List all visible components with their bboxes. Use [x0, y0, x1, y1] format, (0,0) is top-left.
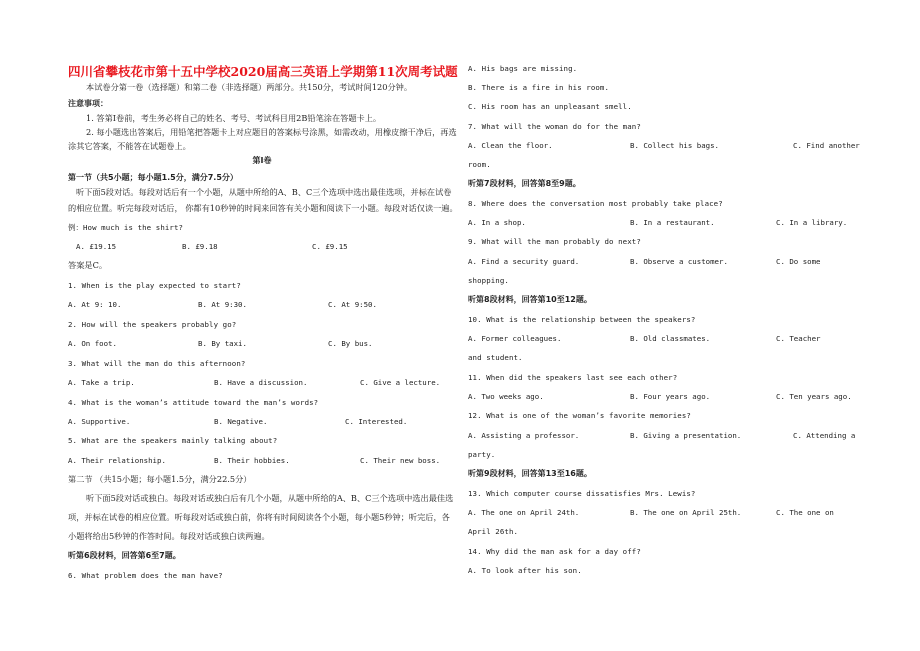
- material-8-heading: 听第8段材料，回答第10至12题。: [468, 295, 592, 304]
- question-14-option-a: A. To look after his son.: [468, 566, 582, 575]
- option-c: C. In a library.: [776, 218, 848, 227]
- option-a: A. Their relationship.: [68, 456, 166, 465]
- question-13-option-c-cont: April 26th.: [468, 527, 519, 536]
- example-question: 例：How much is the shirt?: [68, 223, 184, 232]
- section1-instructions-cont: 的相应位置。听完每段对话后， 你都有10秒钟的时间来回答有关小题和阅读下一小题。每段对话仅读一遍。: [68, 203, 458, 213]
- question-11: 11. When did the speakers last see each other?: [468, 373, 678, 382]
- material-6-heading: 听第6段材料，回答第6至7题。: [68, 551, 181, 560]
- question-10: 10. What is the relationship between the speakers?: [468, 315, 696, 324]
- question-6-option-b: B. There is a fire in his room.: [468, 83, 610, 92]
- section2-instructions-cont1: 项，并标在试卷的相应位置。听每段对话或独白前，你将有时间阅读各个小题，每小题5秒钟；听完后，各: [68, 512, 450, 522]
- intro-text: 本试卷分第一卷（选择题）和第二卷（非选择题）两部分。共150分，考试时间120分钟。: [86, 82, 413, 92]
- material-9-heading: 听第9段材料，回答第13至16题。: [468, 469, 592, 478]
- option-a: A. Clean the floor.: [468, 141, 553, 150]
- option-a: A. Find a security guard.: [468, 257, 580, 266]
- notice-item-2: 2. 每小题选出答案后，用铅笔把答题卡上对应题目的答案标号涂黑，如需改动，用橡皮擦干净后，再选: [86, 127, 457, 137]
- option-b: B. Observe a customer.: [630, 257, 728, 266]
- option-b: B. Old classmates.: [630, 334, 711, 343]
- option-b: B. By taxi.: [198, 339, 247, 348]
- option-b: B. Collect his bags.: [630, 141, 719, 150]
- question-1: 1. When is the play expected to start?: [68, 281, 241, 290]
- question-6-option-c: C. His room has an unpleasant smell.: [468, 102, 632, 111]
- question-10-option-c-cont: and student.: [468, 353, 523, 362]
- section2-instructions-cont2: 小题将给出5秒钟的作答时间。每段对话或独白读两遍。: [68, 531, 270, 541]
- option-a: A. At 9: 10.: [68, 300, 122, 309]
- section2-instructions: 听下面5段对话或独白。每段对话或独白后有几个小题，从题中所给的A、B、C三个选项中选出最佳选: [86, 493, 454, 503]
- question-3: 3. What will the man do this afternoon?: [68, 359, 246, 368]
- option-a: A. In a shop.: [468, 218, 526, 227]
- option-b: B. Negative.: [214, 417, 268, 426]
- option-c: C. By bus.: [328, 339, 373, 348]
- question-6-option-a: A. His bags are missing.: [468, 64, 578, 73]
- option-c: C. £9.15: [312, 242, 348, 251]
- option-b: B. Giving a presentation.: [630, 431, 742, 440]
- option-b: B. Their hobbies.: [214, 456, 290, 465]
- notice-item-1: 1. 答第Ⅰ卷前，考生务必将自己的姓名、考号、考试科目用2B铅笔涂在答题卡上。: [86, 113, 382, 123]
- exam-title: 四川省攀枝花市第十五中学校2020届高三英语上学期第11次周考试题: [68, 64, 458, 79]
- option-b: B. Have a discussion.: [214, 378, 308, 387]
- option-a: A. £19.15: [76, 242, 117, 251]
- question-2: 2. How will the speakers probably go?: [68, 320, 237, 329]
- option-a: A. Take a trip.: [68, 378, 135, 387]
- notice-heading: 注意事项：: [68, 99, 108, 108]
- option-c: C. The one on: [776, 508, 834, 517]
- option-c: C. Teacher: [776, 334, 821, 343]
- option-a: A. On foot.: [68, 339, 117, 348]
- question-5: 5. What are the speakers mainly talking about?: [68, 436, 278, 445]
- question-6: 6. What problem does the man have?: [68, 571, 223, 580]
- question-7-option-c-cont: room.: [468, 160, 491, 169]
- section2-heading: 第二节 （共15小题；每小题1.5分，满分22.5分）: [68, 474, 252, 484]
- option-b: B. In a restaurant.: [630, 218, 715, 227]
- option-c: C. Attending a: [793, 431, 856, 440]
- option-c: C. Their new boss.: [360, 456, 441, 465]
- volume-heading: 第Ⅰ卷: [252, 156, 272, 165]
- option-a: A. Two weeks ago.: [468, 392, 544, 401]
- option-b: B. The one on April 25th.: [630, 508, 742, 517]
- question-12-option-c-cont: party.: [468, 450, 496, 459]
- example-answer: 答案是C。: [68, 260, 108, 270]
- option-c: C. Do some: [776, 257, 821, 266]
- option-c: C. Interested.: [345, 417, 408, 426]
- section1-instructions: 听下面5段对话。每段对话后有一个小题，从题中所给的A、B、C三个选项中选出最佳选项，并标在试卷: [76, 187, 452, 197]
- question-9: 9. What will the man probably do next?: [468, 237, 641, 246]
- question-14: 14. Why did the man ask for a day off?: [468, 547, 641, 556]
- question-12: 12. What is one of the woman’s favorite memories?: [468, 411, 691, 420]
- question-8: 8. Where does the conversation most probably take place?: [468, 199, 723, 208]
- notice-item-2-cont: 涂其它答案，不能答在试题卷上。: [68, 141, 191, 151]
- option-a: A. Assisting a professor.: [468, 431, 580, 440]
- question-4: 4. What is the woman’s attitude toward the man’s words?: [68, 398, 319, 407]
- option-c: C. Give a lecture.: [360, 378, 441, 387]
- option-b: B. Four years ago.: [630, 392, 711, 401]
- option-c: C. Ten years ago.: [776, 392, 852, 401]
- option-c: C. Find another: [793, 141, 860, 150]
- option-b: B. £9.18: [182, 242, 218, 251]
- question-7: 7. What will the woman do for the man?: [468, 122, 641, 131]
- question-9-option-c-cont: shopping.: [468, 276, 509, 285]
- option-a: A. Former colleagues.: [468, 334, 562, 343]
- option-a: A. Supportive.: [68, 417, 131, 426]
- option-a: A. The one on April 24th.: [468, 508, 580, 517]
- option-c: C. At 9:50.: [328, 300, 377, 309]
- option-b: B. At 9:30.: [198, 300, 247, 309]
- section1-heading: 第一节（共5小题；每小题1.5分，满分7.5分）: [68, 173, 238, 182]
- material-7-heading: 听第7段材料，回答第8至9题。: [468, 179, 581, 188]
- question-13: 13. Which computer course dissatisfies Mrs. Lewis?: [468, 489, 696, 498]
